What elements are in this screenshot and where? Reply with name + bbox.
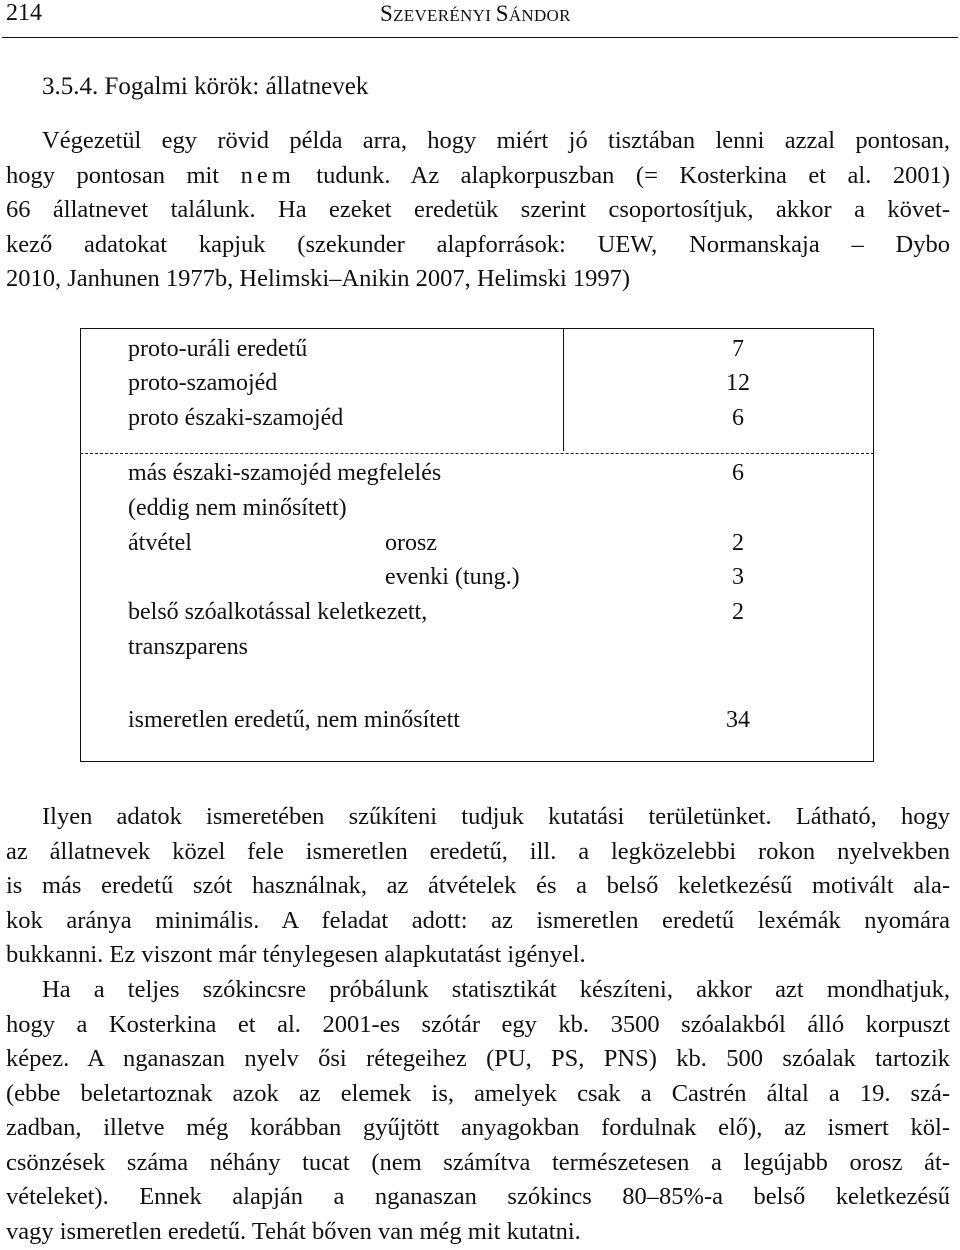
para2-line-3: is más eredetű szót használnak, az átvételek és a belső keletkezésű motivált ala-: [6, 872, 950, 899]
row7-value: 34: [726, 707, 750, 733]
page-number: 214: [6, 0, 42, 26]
para2-line-2: az állatnevek közel fele ismeretlen eredetű, ill. a legközelebbi rokon nyelvekben: [6, 837, 950, 865]
intro-line-5: 2010, Janhunen 1977b, Helimski–Anikin 2007, Helimski 1997): [6, 265, 631, 292]
row6-value: 2: [732, 599, 744, 625]
para3-line-6: csönzések száma néhány tucat (nem számítva természetesen a legújabb orosz át-: [6, 1148, 950, 1176]
para3-line-4: (ebbe beletartoznak azok az elemek is, amelyek csak a Castrén által a 19. szá-: [6, 1079, 950, 1107]
header-rule: [2, 37, 958, 38]
row5b-value: 3: [732, 564, 744, 590]
row3-label: proto északi-szamojéd: [128, 405, 344, 431]
para2-line-5: bukkanni. Ez viszont már ténylegesen alapkutatást igényel.: [6, 941, 586, 968]
intro-line-3: 66 állatnevet találunk. Ha ezeket eredetük szerint csoportosítjuk, akkor a követ-: [6, 196, 950, 223]
running-head-initial-2: S: [495, 1, 509, 26]
row4-label-line2: (eddig nem minősített): [128, 495, 347, 521]
row5a-sub-label: orosz: [385, 530, 437, 556]
section-title: 3.5.4. Fogalmi körök: állatnevek: [42, 73, 369, 100]
para2-line-1: Ilyen adatok ismeretében szűkíteni tudjuk kutatási területünket. Látható, hogy: [42, 803, 950, 830]
running-head: [380, 1, 571, 27]
row1-value: 7: [732, 336, 744, 362]
paragraph-3: [6, 973, 950, 1249]
row2-value: 12: [726, 370, 750, 396]
para3-line-7: vételeket). Ennek alapján a nganaszan szókincs 80–85%-a belső keletkezésű: [6, 1183, 950, 1210]
intro-line-4: kező adatokat kapjuk (szekunder alapforrások: UEW, Normanskaja – Dybo: [6, 230, 950, 258]
row5b-sub-label: evenki (tung.): [385, 564, 520, 590]
intro-line-2-a: hogy pontosan mit: [6, 161, 241, 189]
para3-line-2: hogy a Kosterkina et al. 2001-es szótár egy kb. 3500 szóalakból álló korpuszt: [6, 1010, 950, 1038]
intro-line-2: [6, 159, 950, 194]
row1-label: proto-uráli eredetű: [128, 336, 308, 362]
row6-label-line2: transzparens: [128, 634, 248, 660]
intro-line-2-c: tudunk. Az alapkorpuszban (= Kosterkina et al. 2001): [294, 161, 951, 189]
animal-names-origin-table: [80, 328, 874, 762]
para3-line-1: Ha a teljes szókincsre próbálunk statisztikát készíteni, akkor azt mondhatjuk,: [42, 976, 950, 1003]
para3-line-5: zadban, illetve még korábban gyűjtött anyagokban fordulnak elő), az ismert köl-: [6, 1114, 950, 1141]
running-head-initial-1: S: [380, 1, 394, 26]
paragraph-2: [6, 800, 950, 973]
para3-line-3: képez. A nganaszan nyelv ősi rétegeihez (PU, PS, PNS) kb. 500 szóalak tartozik: [6, 1045, 950, 1072]
running-head-smallcaps-2: ÁNDOR: [508, 6, 571, 25]
running-head-smallcaps-1: ZEVERÉNYI: [393, 6, 496, 25]
para3-line-8: vagy ismeretlen eredetű. Tehát bőven van még mit kutatni.: [6, 1217, 581, 1245]
row4-value: 6: [732, 460, 744, 486]
row6-label-line1: belső szóalkotással keletkezett,: [128, 599, 428, 625]
table-dashed-separator: [80, 453, 874, 454]
para2-line-4: kok aránya minimális. A feladat adott: az ismeretlen eredetű lexémák nyomára: [6, 906, 950, 934]
row3-value: 6: [732, 405, 744, 431]
table-column-divider: [563, 329, 564, 451]
row5a-value: 2: [732, 530, 744, 556]
row5-label: átvétel: [128, 530, 192, 556]
intro-line-1: Végezetül egy rövid példa arra, hogy miért jó tisztában lenni azzal pontosan,: [42, 127, 950, 154]
row4-label-line1: más északi-szamojéd megfelelés: [128, 460, 442, 486]
intro-line-2-emphasis: nem: [240, 161, 295, 189]
row7-label: ismeretlen eredetű, nem minősített: [128, 707, 460, 733]
intro-paragraph: [6, 124, 950, 297]
row2-label: proto-szamojéd: [128, 370, 278, 396]
